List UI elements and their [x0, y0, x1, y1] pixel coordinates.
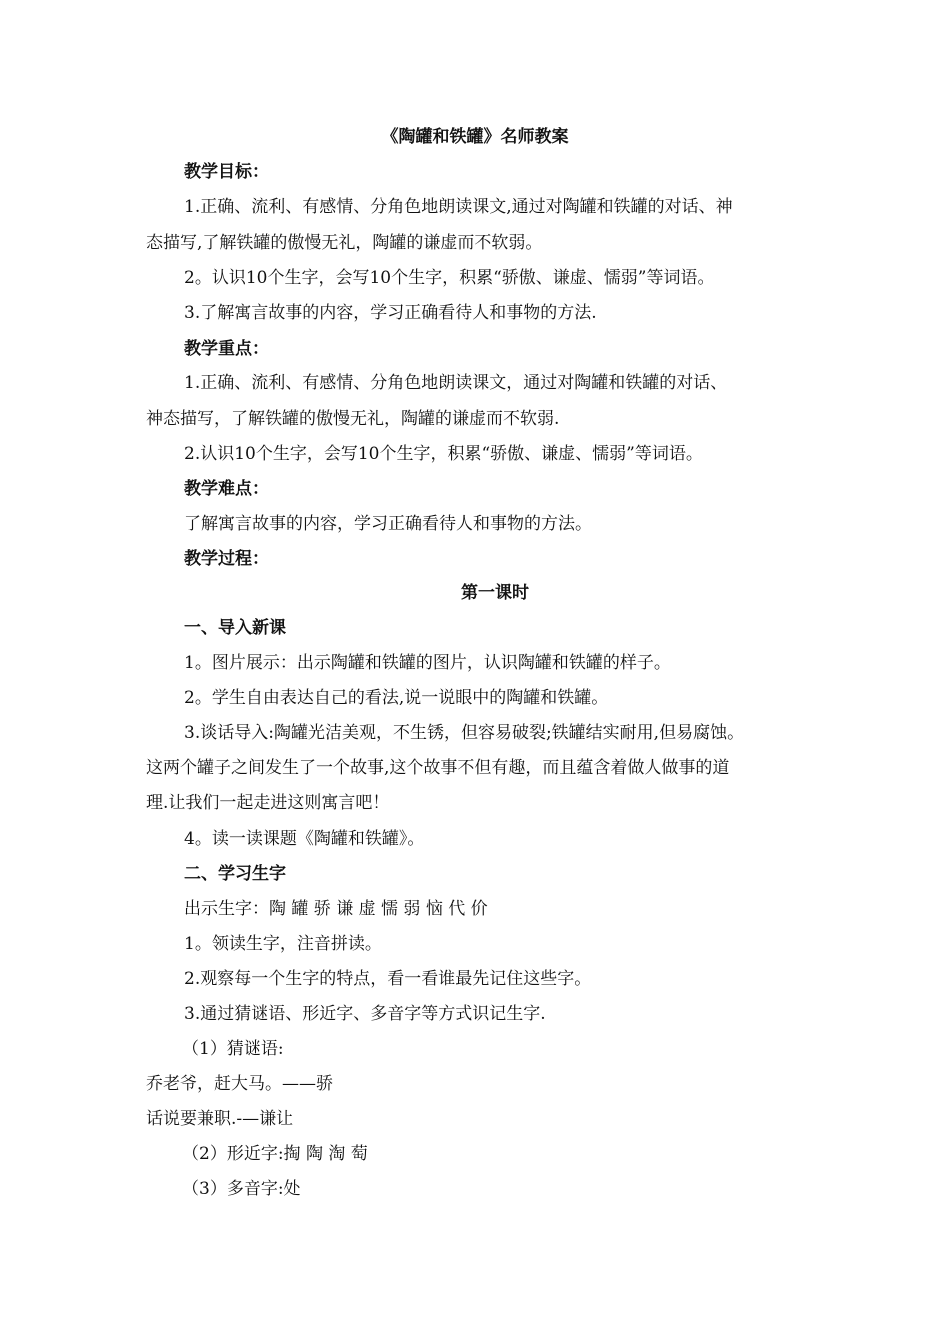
- key-points-item-1-line-2: 神态描写，了解铁罐的傲慢无礼，陶罐的谦虚而不软弱.: [146, 409, 560, 429]
- section-2-item-2: 2.观察每一个生字的特点，看一看谁最先记住这些字。: [184, 969, 592, 989]
- section-1-item-1: 1。图片展示：出示陶罐和铁罐的图片，认识陶罐和铁罐的样子。: [184, 653, 671, 673]
- objectives-item-1-line-2: 态描写,了解铁罐的傲慢无礼，陶罐的谦虚而不软弱。: [146, 233, 543, 253]
- polyphone-characters: （3）多音字:处: [182, 1179, 301, 1199]
- riddle-heading: （1）猜谜语:: [182, 1039, 284, 1059]
- section-1-item-2: 2。学生自由表达自己的看法,说一说眼中的陶罐和铁罐。: [184, 688, 609, 708]
- lesson-title: 第一课时: [461, 583, 529, 603]
- section-1-heading: 一、导入新课: [184, 618, 286, 638]
- section-2-heading: 二、学习生字: [184, 864, 286, 884]
- key-points-heading: 教学重点：: [184, 339, 269, 359]
- section-1-item-4: 4。读一读课题《陶罐和铁罐》。: [184, 829, 425, 849]
- objectives-item-3: 3.了解寓言故事的内容，学习正确看待人和事物的方法.: [184, 303, 597, 323]
- section-1-item-3-line-2: 这两个罐子之间发生了一个故事,这个故事不但有趣，而且蕴含着做人做事的道: [146, 758, 730, 778]
- process-heading: 教学过程：: [184, 549, 269, 569]
- section-1-item-3-line-1: 3.谈话导入:陶罐光洁美观，不生锈，但容易破裂;铁罐结实耐用,但易腐蚀。: [184, 723, 745, 743]
- key-points-item-2: 2.认识10个生字，会写10个生字，积累“骄傲、谦虚、懦弱”等词语。: [184, 444, 703, 464]
- document-title: 《陶罐和铁罐》名师教案: [381, 127, 569, 147]
- riddle-1: 乔老爷，赶大马。——骄: [146, 1074, 333, 1094]
- objectives-item-1-line-1: 1.正确、流利、有感情、分角色地朗读课文,通过对陶罐和铁罐的对话、神: [184, 197, 733, 217]
- new-characters-line: 出示生字：陶 罐 骄 谦 虚 懦 弱 恼 代 价: [184, 899, 488, 919]
- objectives-item-2: 2。认识10个生字，会写10个生字，积累“骄傲、谦虚、懦弱”等词语。: [184, 268, 715, 288]
- section-2-item-1: 1。领读生字，注音拼读。: [184, 934, 382, 954]
- similar-characters: （2）形近字:掏 陶 淘 萄: [182, 1144, 368, 1164]
- riddle-2: 话说要兼职.-—谦让: [146, 1109, 294, 1129]
- section-2-item-3: 3.通过猜谜语、形近字、多音字等方式识记生字.: [184, 1004, 546, 1024]
- difficulties-text: 了解寓言故事的内容，学习正确看待人和事物的方法。: [184, 514, 592, 534]
- key-points-item-1-line-1: 1.正确、流利、有感情、分角色地朗读课文，通过对陶罐和铁罐的对话、: [184, 373, 728, 393]
- section-1-item-3-line-3: 理.让我们一起走进这则寓言吧！: [146, 793, 390, 813]
- difficulties-heading: 教学难点：: [184, 479, 269, 499]
- objectives-heading: 教学目标：: [184, 162, 269, 182]
